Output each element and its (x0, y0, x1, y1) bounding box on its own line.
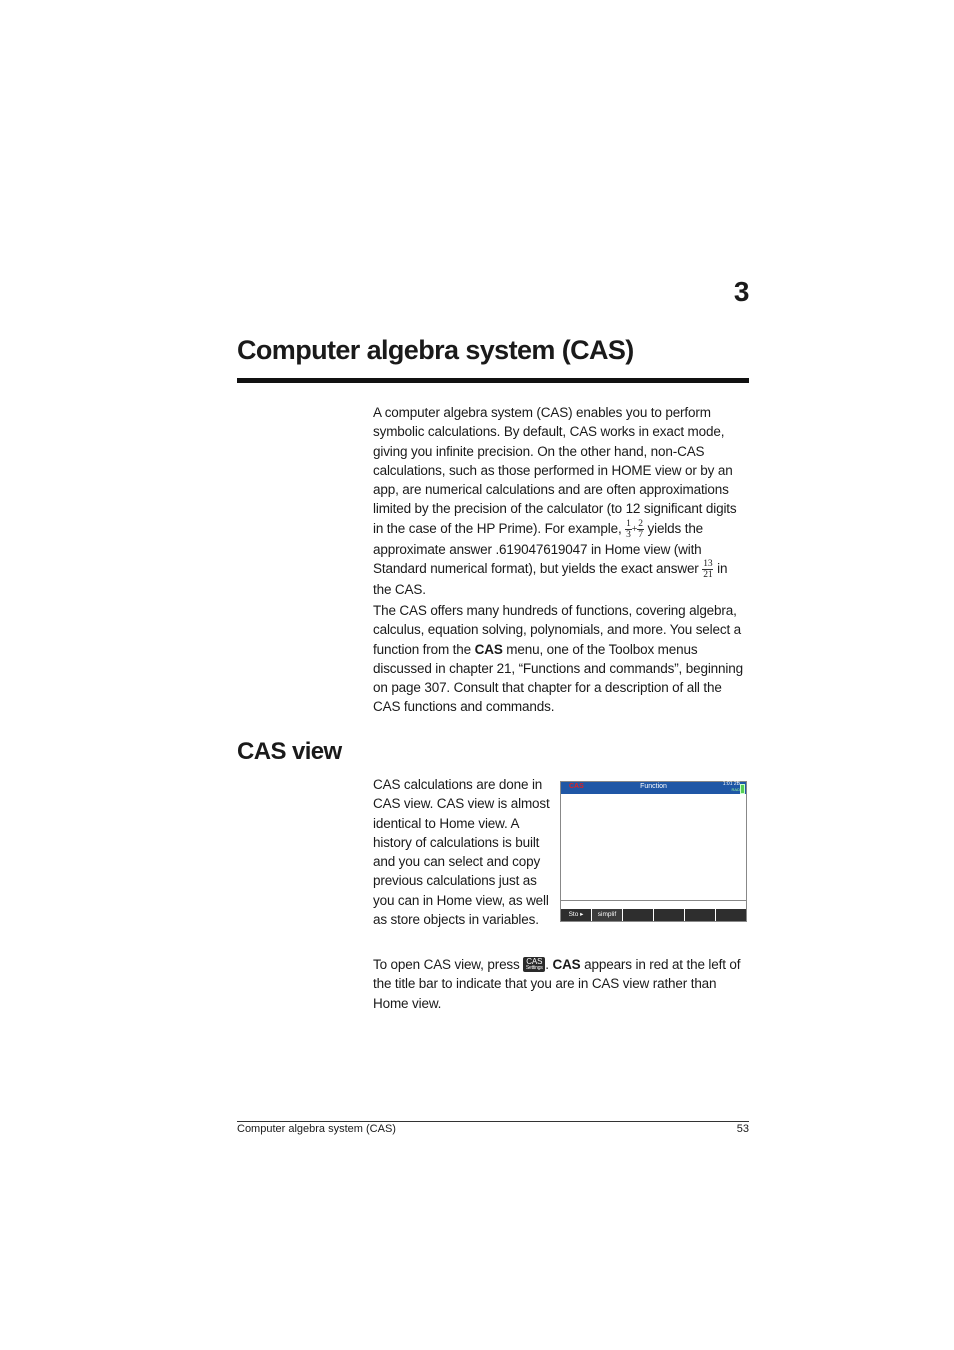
footer-chapter-title: Computer algebra system (CAS) (237, 1123, 396, 1135)
section-title: CAS view (237, 738, 342, 765)
intro-paragraph-1 (373, 403, 748, 599)
open-cas-text-b: appears in red at the left of the title bar to indicate that you are in CAS view rather than Home view. (373, 957, 741, 1011)
screen-titlebar (561, 782, 746, 794)
softkey-sto: Sto ▸ (561, 909, 591, 921)
fraction-thirteen-twentyfirsts: $\frac{13}{21}$ (703, 559, 713, 581)
softkey-4 (654, 909, 684, 921)
chapter-title: Computer algebra system (CAS) (237, 335, 634, 365)
cas-key-icon: CAS Settings (523, 957, 545, 972)
page-number: 53 (736, 1123, 749, 1135)
footer-rule (237, 1121, 749, 1122)
battery-icon (740, 784, 745, 794)
chapter-number: 3 (733, 276, 749, 307)
screen-title: Function (640, 783, 667, 790)
screen-menubar (561, 909, 746, 921)
cas-menu-term: CAS (474, 641, 503, 657)
intro-text-e: menu, one of the Toolbox menus discussed in chapter 21, “Functions and commands”, beginning on page 307. Consult that chapter for a description of all the CAS functions and commands. (373, 641, 743, 715)
screen-entry-line (561, 900, 746, 901)
screen-mode-label: CAS (569, 783, 584, 790)
screen-angle-mode: RAD (731, 787, 740, 792)
softkey-simplify: simplif (592, 909, 622, 921)
plus-sign: + (631, 523, 638, 535)
screen-time: 1:01 2B (722, 781, 740, 787)
cas-term: CAS (552, 957, 581, 972)
intro-text-a: A computer algebra system (CAS) enables you to perform symbolic calculations. By default, CAS works in exact mode, giving you infinite precision. On the other hand, non-CAS calculations, such as those performed in HOME view or by an app, are numerical calculations and are often approximations limited by the precision of the calculator (to 12 significant digits in the case of the HP Prime). For example, (373, 405, 737, 536)
softkey-3 (623, 909, 653, 921)
fraction-two-sevenths: $\frac{2}{7}$ (638, 518, 643, 540)
cas-view-paragraph (373, 775, 553, 929)
intro-text-c: in the CAS. (373, 561, 728, 598)
open-cas-text-a: To open CAS view, press (373, 957, 520, 972)
open-cas-dot: . (545, 957, 549, 972)
softkey-5 (685, 909, 715, 921)
calculator-screenshot (560, 781, 747, 922)
fraction-one-third: $\frac{1}{3}$ (626, 518, 631, 540)
intro-paragraph-2 (373, 601, 748, 717)
intro-text-d: The CAS offers many hundreds of functions, covering algebra, calculus, equation solving, polynomials, and more. You select a function from the (373, 603, 742, 657)
title-rule (237, 378, 749, 383)
softkey-6 (716, 909, 746, 921)
cas-view-text: CAS calculations are done in CAS view. CAS view is almost identical to Home view. A history of calculations is built and you can select and copy previous calculations just as you can in Home view, as well as store objects in variables. (373, 777, 550, 928)
intro-text-b: yields the approximate answer .619047619047 in Home view (with Standard numerical format), but yields the exact answer (373, 520, 704, 577)
open-cas-paragraph (373, 955, 748, 1013)
